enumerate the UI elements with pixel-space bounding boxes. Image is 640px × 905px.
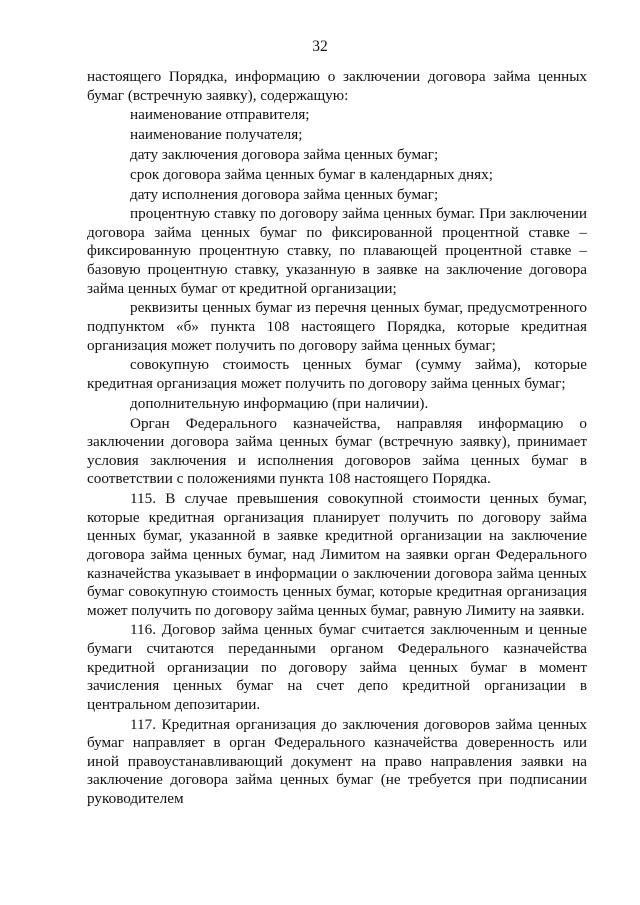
list-item-additional-info: дополнительную информацию (при наличии). [130, 394, 429, 412]
list-item-securities-details: реквизиты ценных бумаг из перечня ценных бумаг, предусмотренного подпунктом «б» пункта 108 настоящего Порядка, которые кредитная организация может получить по договору займа ценных бумаг; [87, 299, 587, 354]
document-body [87, 68, 587, 809]
clause-116: 116. Договор займа ценных бумаг считается заключенным и ценные бумаги считаются переданными органом Федерального казначейства кредитной организации по договору займа ценных бумаг в момент зачисления ценных бумаг на счет депо кредитной организации в центральном депозитарии. [87, 621, 587, 713]
list-item-term: срок договора займа ценных бумаг в календарных днях; [130, 165, 493, 183]
list-item-sender: наименование отправителя; [130, 106, 310, 124]
list-item-total-value: совокупную стоимость ценных бумаг (сумму займа), которые кредитная организация может получить по договору займа ценных бумаг; [87, 356, 587, 392]
clause-115: 115. В случае превышения совокупной стоимости ценных бумаг, которые кредитная организация планирует получить по договору займа ценных бумаг, указанной в заявке кредитной организации на заключение договора займа ценных бумаг, над Лимитом на заявки орган Федерального казначейства указывает в информации о заключении договора займа ценных бумаг совокупную стоимость ценных бумаг, которые кредитная организация может получить по договору займа ценных бумаг, равную Лимиту на заявки. [87, 490, 587, 619]
clause-117: 117. Кредитная организация до заключения договоров займа ценных бумаг направляет в орган Федерального казначейства доверенность или иной правоустанавливающий документ на право направления заявки на заключение договора займа ценных бумаг (не требуется при подписании руководителем [87, 715, 587, 807]
list-item-conclusion-date: дату заключения договора займа ценных бумаг; [130, 145, 439, 163]
paragraph-continuation: настоящего Порядка, информацию о заключении договора займа ценных бумаг (встречную заявку), содержащую: [87, 68, 587, 104]
list-item-interest-rate: процентную ставку по договору займа ценных бумаг. При заключении договора займа ценных бумаг по фиксированной процентной ставке – фиксированную процентную ставку, по плавающей процентной ставке – базовую процентную ставку, указанную в заявке на заключение договора займа ценных бумаг от кредитной организации; [87, 205, 587, 297]
list-item-recipient: наименование получателя; [130, 126, 303, 144]
list-item-execution-date: дату исполнения договора займа ценных бумаг; [130, 185, 439, 203]
paragraph-treasury-body: Орган Федерального казначейства, направляя информацию о заключении договора займа ценных бумаг (встречную заявку), принимает условия заключения и исполнения договоров займа ценных бумаг в соответствии с положениями пункта 108 настоящего Порядка. [87, 414, 587, 488]
page-number: 32 [312, 38, 328, 55]
